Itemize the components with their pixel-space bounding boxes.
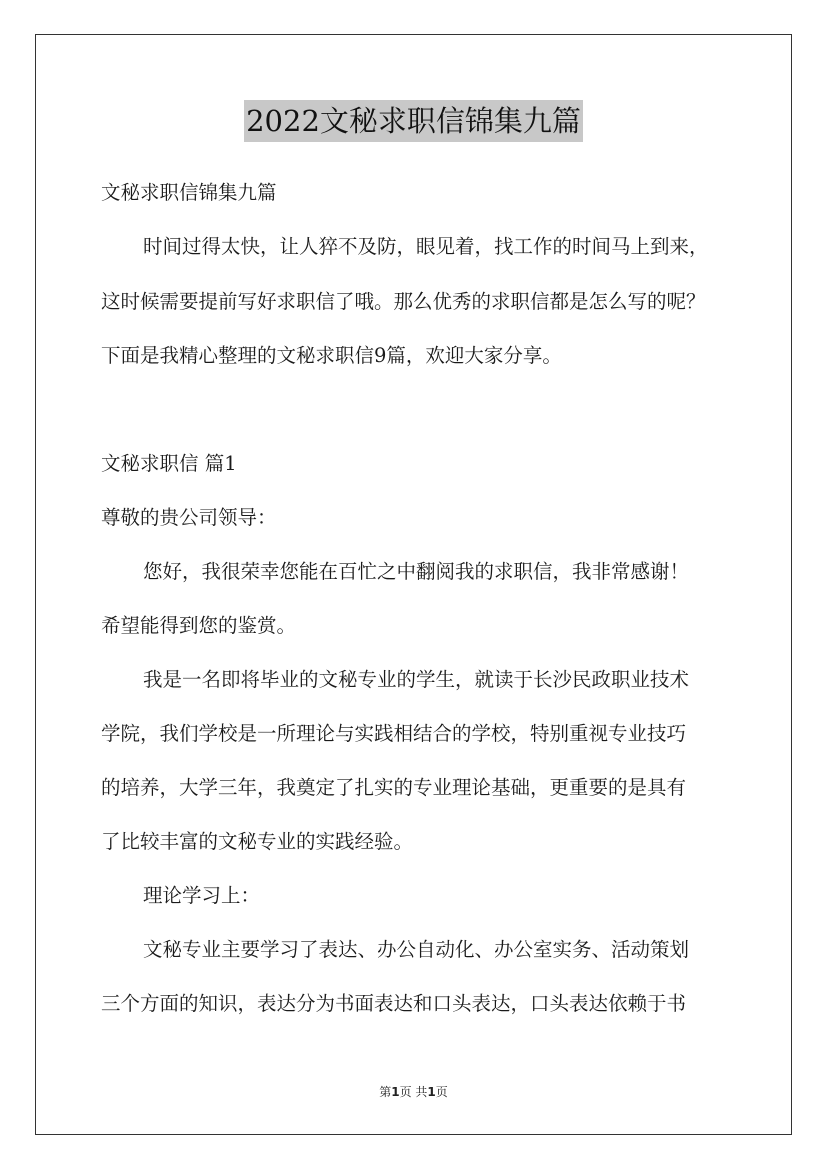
intro-line-1: 时间过得太快，让人猝不及防，眼见着，找工作的时间马上到来，	[143, 235, 709, 258]
footer-page-current: 1	[391, 1085, 400, 1099]
paragraph2-line-1: 我是一名即将毕业的文秘专业的学生，就读于长沙民政职业技术	[143, 668, 690, 691]
section-heading: 文秘求职信 篇1	[101, 452, 237, 475]
footer-page-prefix: 第	[379, 1085, 392, 1099]
paragraph3-line-1: 文秘专业主要学习了表达、办公自动化、办公室实务、活动策划	[143, 938, 690, 961]
intro-line-3: 下面是我精心整理的文秘求职信9篇，欢迎大家分享。	[101, 344, 562, 367]
footer-page-mid: 页 共	[399, 1085, 428, 1099]
footer-page-suffix: 页	[435, 1085, 448, 1099]
document-title: 2022文秘求职信锦集九篇	[244, 100, 583, 142]
paragraph1-line-1: 您好，我很荣幸您能在百忙之中翻阅我的求职信，我非常感谢！	[143, 560, 690, 583]
salutation: 尊敬的贵公司领导：	[101, 506, 277, 529]
document-subtitle: 文秘求职信锦集九篇	[101, 181, 277, 204]
footer-page-total: 1	[427, 1085, 436, 1099]
intro-line-2: 这时候需要提前写好求职信了哦。那么优秀的求职信都是怎么写的呢？	[101, 290, 706, 313]
paragraph1-line-2: 希望能得到您的鉴赏。	[101, 614, 297, 637]
paragraph3-line-2: 三个方面的知识，表达分为书面表达和口头表达，口头表达依赖于书	[101, 992, 687, 1015]
paragraph2-line-3: 的培养，大学三年，我奠定了扎实的专业理论基础，更重要的是具有	[101, 776, 687, 799]
subheading: 理论学习上：	[143, 884, 261, 907]
page-footer	[0, 1084, 827, 1100]
paragraph2-line-4: 了比较丰富的文秘专业的实践经验。	[101, 830, 414, 853]
title-container	[0, 100, 827, 142]
paragraph2-line-2: 学院，我们学校是一所理论与实践相结合的学校，特别重视专业技巧	[101, 722, 687, 745]
